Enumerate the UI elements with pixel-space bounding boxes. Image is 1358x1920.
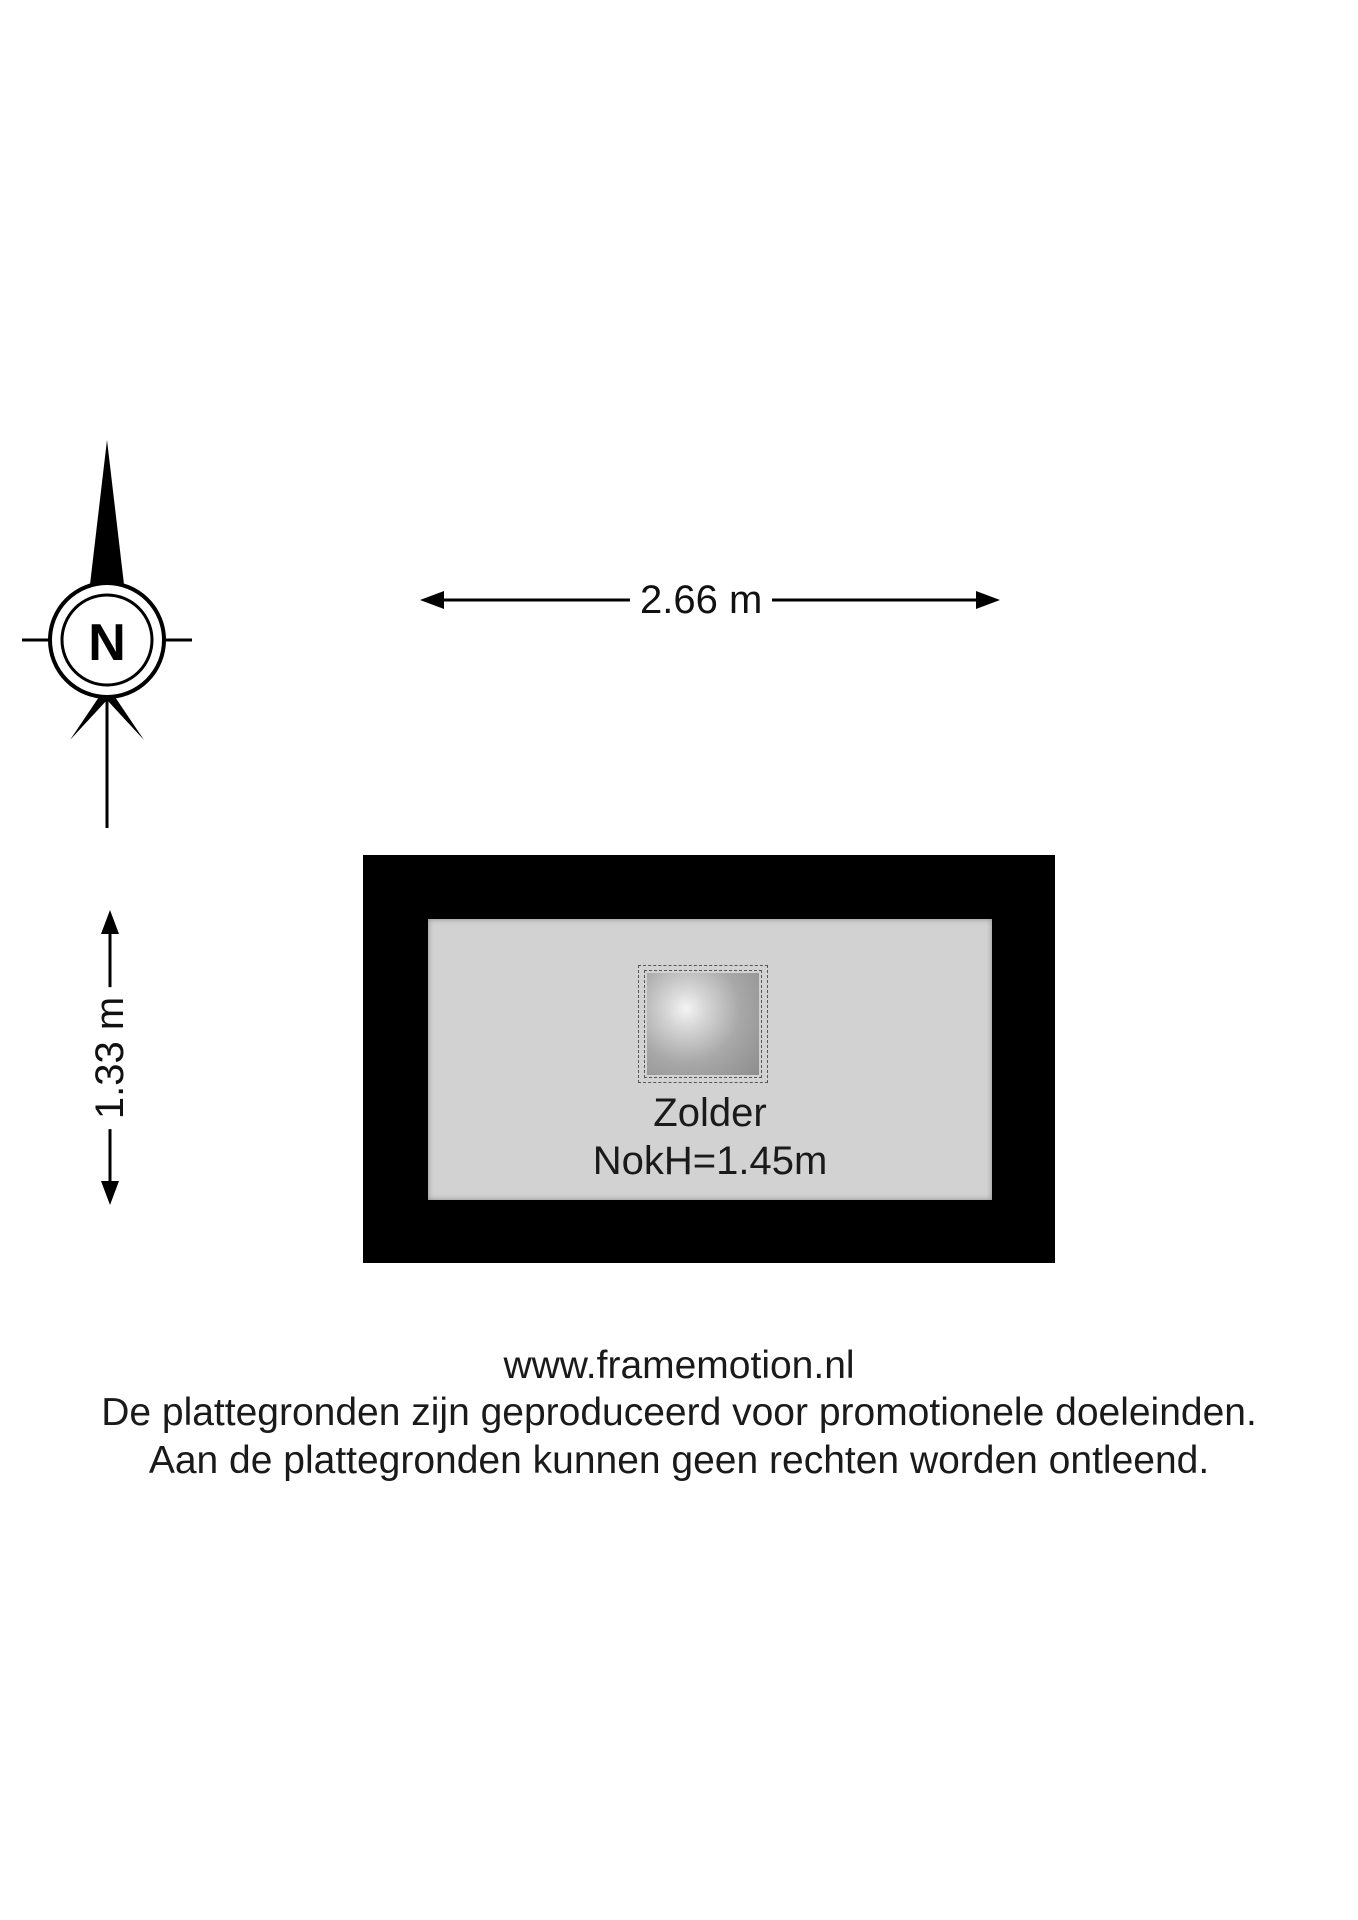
north-arrow-icon — [20, 440, 195, 830]
arrow-up-icon — [101, 910, 119, 934]
footer-disclaimer-line1: De plattegronden zijn geproduceerd voor promotionele doeleinden. — [101, 1391, 1257, 1434]
width-dimension-label: 2.66 m — [630, 580, 772, 620]
height-dimension-label: 1.33 m — [90, 987, 130, 1129]
arrow-right-icon — [976, 591, 1000, 609]
room-name-label: Zolder — [653, 1091, 767, 1135]
room-ridge-height-label: NokH=1.45m — [592, 1139, 828, 1183]
arrow-down-icon — [101, 1181, 119, 1205]
footer-url: www.framemotion.nl — [503, 1344, 855, 1387]
footer-disclaimer-line2: Aan de plattegronden kunnen geen rechten worden ontleend. — [148, 1439, 1210, 1482]
arrow-left-icon — [420, 591, 444, 609]
skylight-icon — [647, 973, 759, 1075]
compass-letter: N — [88, 614, 126, 672]
